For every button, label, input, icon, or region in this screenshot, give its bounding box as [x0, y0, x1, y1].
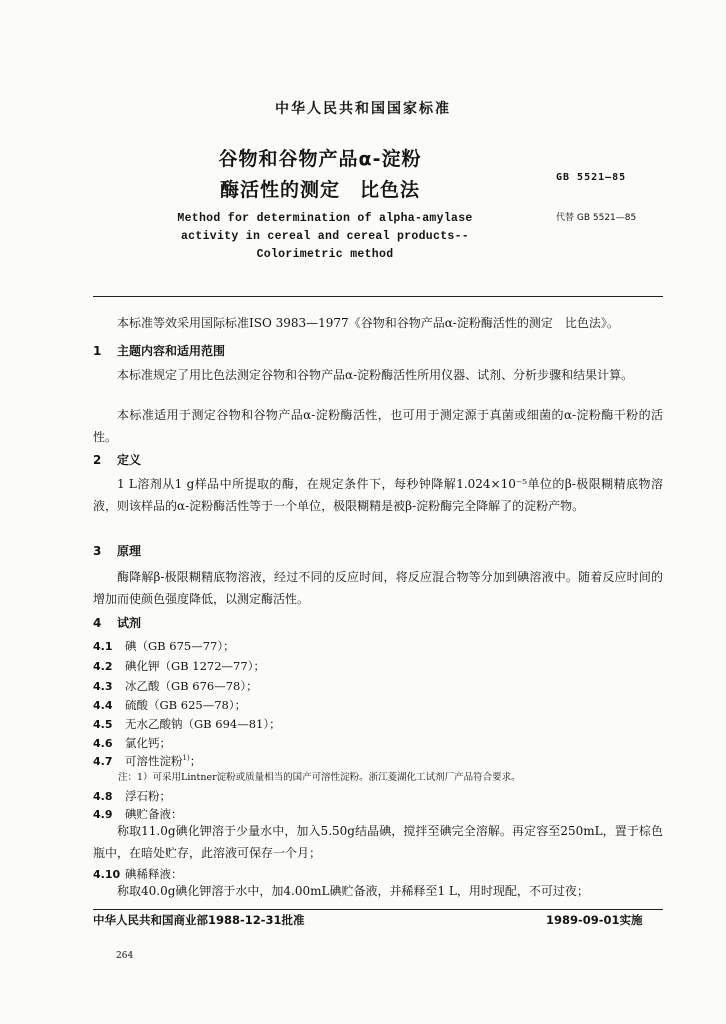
gb-number: GB 5521—85: [556, 172, 627, 183]
section-number: 2: [93, 453, 102, 467]
item-number: 4.1: [93, 640, 113, 653]
list-item: [93, 638, 235, 654]
section-title: 定义: [117, 453, 142, 467]
title-cn-line2: 酶活性的测定 比色法: [219, 179, 420, 201]
section-1-paragraph-2: 本标准适用于测定谷物和谷物产品α-淀粉酶活性，也可用于测定源于真菌或细菌的α-淀粉酶干粉的活性。: [93, 408, 663, 444]
title-en-line3: Colorimetric method: [256, 248, 394, 261]
item-number: 4.5: [93, 718, 113, 731]
page-number: 264: [116, 951, 134, 961]
replaces-note: 代替 GB 5521—85: [556, 213, 637, 223]
list-item: [93, 753, 201, 769]
section-2-paragraph: 1 L溶剂从1 g样品中所提取的酶，在规定条件下，每秒钟降解1.024×10⁻⁵单位的β-极限糊精底物溶液，则该样品的α-淀粉酶活性等于一个单位，极限糊精是被β-淀粉酶完全降解了的淀粉产物。: [93, 477, 663, 513]
section-title: 主题内容和适用范围: [117, 344, 226, 358]
section-number: 3: [93, 544, 102, 558]
list-item: [93, 788, 171, 804]
footnote-marker: 1): [182, 754, 190, 763]
implementation-date: 1989-09-01实施: [546, 913, 643, 927]
section-4-heading: [93, 614, 141, 631]
title-cn-line1: 谷物和谷物产品α-淀粉: [218, 148, 422, 170]
intro-paragraph: 本标准等效采用国际标准ISO 3983—1977《谷物和谷物产品α-淀粉酶活性的测定 比色法》。: [117, 316, 619, 330]
item-number: 4.8: [93, 790, 113, 803]
item-text: 可溶性淀粉: [125, 754, 183, 768]
list-item: [93, 735, 171, 751]
header-divider: [93, 296, 663, 297]
list-item: [93, 678, 258, 694]
item-text: 冰乙酸（GB 676—78）；: [125, 679, 258, 693]
item-text: 浮石粉；: [125, 789, 171, 803]
section-3-heading: [93, 542, 141, 559]
item-number: 4.6: [93, 737, 113, 750]
section-1-heading: [93, 342, 225, 359]
item-text: 碘贮备液：: [125, 807, 183, 821]
item-number: 4.3: [93, 680, 113, 693]
footer-divider: [93, 909, 663, 910]
standard-org: 中华人民共和国国家标准: [275, 101, 451, 117]
item-text: 氯化钙；: [125, 736, 171, 750]
item-text: 碘化钾（GB 1272—77）；: [125, 659, 265, 673]
section-number: 1: [93, 344, 102, 358]
section-3-paragraph: 酶降解β-极限糊精底物溶液，经过不同的反应时间，将反应混合物等分加到碘溶液中。随着反应时间的增加而使颜色强度降低，以测定酶活性。: [93, 570, 663, 606]
title-en-line2: activity in cereal and cereal products--: [180, 230, 470, 243]
item-number: 4.4: [93, 699, 113, 712]
item-text: 碘稀释液：: [125, 867, 183, 881]
section-title: 原理: [117, 544, 142, 558]
item-number: 4.10: [93, 868, 121, 881]
list-item: [93, 716, 281, 732]
list-item: [93, 697, 246, 713]
item-text: 碘（GB 675—77）；: [125, 639, 235, 653]
item-4-9-body: 称取11.0g碘化钾溶于少量水中，加入5.50g结晶碘，搅拌至碘完全溶解。再定容至250mL，置于棕色瓶中，在暗处贮存，此溶液可保存一个月；: [93, 824, 663, 860]
approval-text: 中华人民共和国商业部1988-12-31批准: [93, 913, 305, 927]
section-number: 4: [93, 616, 102, 630]
title-en-line1: Method for determination of alpha-amylase: [177, 212, 473, 225]
footnote: 注：1）可采用Lintner淀粉或质量相当的国产可溶性淀粉。浙江菱湖化工试剂厂产品符合要求。: [118, 772, 521, 783]
section-title: 试剂: [117, 616, 142, 630]
item-number: 4.9: [93, 808, 113, 821]
item-text: 无水乙酸钠（GB 694—81）；: [125, 717, 281, 731]
section-1-paragraph-1: 本标准规定了用比色法测定谷物和谷物产品α-淀粉酶活性所用仪器、试剂、分析步骤和结果计算。: [117, 368, 634, 382]
item-number: 4.7: [93, 755, 113, 768]
item-text: 硫酸（GB 625—78）；: [125, 698, 247, 712]
item-tail: ；: [189, 754, 202, 768]
section-2-heading: [93, 451, 141, 468]
item-number: 4.2: [93, 660, 113, 673]
list-item: [93, 658, 265, 674]
item-4-10-body: 称取40.0g碘化钾溶于水中，加4.00mL碘贮备液，并稀释至1 L，用时现配，不可过夜；: [117, 884, 589, 898]
